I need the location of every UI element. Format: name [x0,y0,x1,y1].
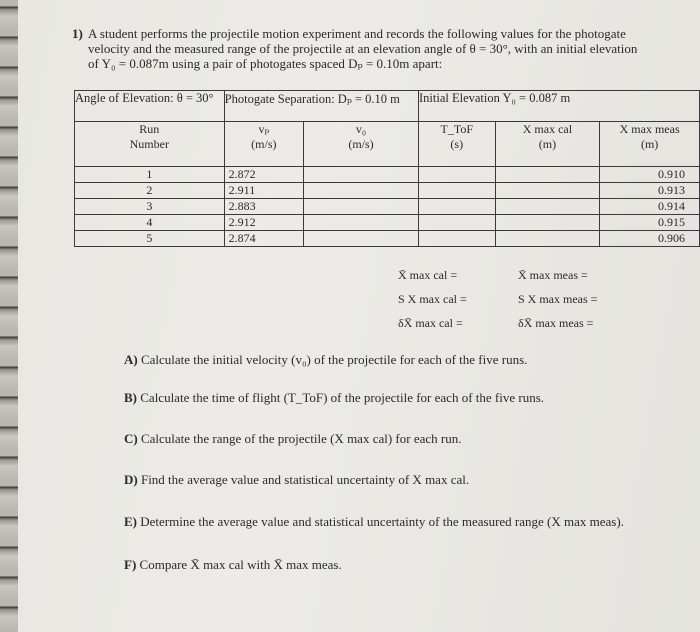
xcal-cell [495,183,600,199]
angle-of-elevation-cell: Angle of Elevation: θ = 30° [75,91,225,122]
xcal-cell [495,167,600,183]
question-text: Calculate the range of the projectile (X max cal) for each run. [140,431,462,446]
cal-std-label: S X max cal = [398,292,467,306]
col-vp-unit: (m/s) [251,137,277,151]
xcal-cell [495,231,600,247]
question-text: Determine the average value and statistical uncertainty of the measured range (X max meas). [140,514,624,529]
v0-cell [304,167,419,183]
col-xmax-cal [495,122,600,167]
col-vp-title: vₚ [258,122,270,136]
ttof-cell [418,199,495,215]
vp-cell: 2.912 [224,215,303,231]
col-xmax-meas [600,122,700,167]
question-letter: A) [124,352,138,367]
question-letter: E) [124,514,137,529]
v0-cell [304,199,419,215]
run-cell: 2 [75,183,225,199]
table-row [75,167,700,183]
v0-cell [304,231,419,247]
data-table [74,90,700,247]
table-row [75,215,700,231]
run-cell: 5 [75,231,225,247]
col-v0-title: v₀ [355,122,367,136]
question-f [124,557,684,572]
ttof-cell [418,167,495,183]
question-c [124,431,684,446]
col-run-number [75,122,225,167]
col-run-number-title: Run Number [129,122,169,151]
ttof-cell [418,231,495,247]
ttof-cell [418,183,495,199]
run-cell: 1 [75,167,225,183]
question-letter: D) [124,472,138,487]
cal-mean-label: X̄ max cal = [398,268,458,282]
notebook-spiral [0,0,18,632]
col-v0 [304,122,419,167]
question-text: Calculate the initial velocity (v₀) of the projectile for each of the five runs. [140,352,528,367]
table-row [75,183,700,199]
col-ttof [418,122,495,167]
col-ttof-unit: (s) [450,137,464,151]
vp-cell: 2.874 [224,231,303,247]
question-letter: C) [124,431,138,446]
ttof-cell [418,215,495,231]
col-xmax-meas-unit: (m) [640,137,659,151]
col-xmax-cal-unit: (m) [538,137,557,151]
run-cell: 3 [75,199,225,215]
xcal-cell [495,215,600,231]
run-cell: 4 [75,215,225,231]
xmeas-cell: 0.915 [600,215,700,231]
photogate-separation-cell: Photogate Separation: Dₚ = 0.10 m [224,91,418,122]
col-vp [224,122,303,167]
question-text: Calculate the time of flight (T_ToF) of the projectile for each of the five runs. [140,390,545,405]
question-b [124,390,684,405]
column-header-row [75,122,700,167]
question-a [124,352,684,367]
question-text: Compare X̄ max cal with X̄ max meas. [139,557,342,572]
v0-cell [304,183,419,199]
question-d [124,472,684,487]
meas-std-label: S X max meas = [518,292,598,306]
question-e [124,514,684,529]
vp-cell: 2.883 [224,199,303,215]
cal-uncertainty-label: δX̄ max cal = [398,316,463,330]
xmeas-cell: 0.914 [600,199,700,215]
meas-uncertainty-label: δX̄ max meas = [518,316,594,330]
question-letter: B) [124,390,137,405]
problem-intro: A student performs the projectile motion experiment and records the following values for the photogate velocity and the measured range of the projectile at an elevation angle of θ = 30°, with an initial elevation of Y₀ = 0.087m using a pair of photogates spaced Dₚ = 0.10m apart: [88,26,638,71]
vp-cell: 2.911 [224,183,303,199]
question-letter: F) [124,557,137,572]
xcal-cell [495,199,600,215]
col-ttof-title: T_ToF [440,122,474,136]
vp-cell: 2.872 [224,167,303,183]
table-row [75,231,700,247]
col-xmax-meas-title: X max meas [619,122,680,136]
table-header-row [75,91,700,122]
question-text: Find the average value and statistical uncertainty of X max cal. [140,472,470,487]
table-row [75,199,700,215]
col-v0-unit: (m/s) [348,137,374,151]
col-xmax-cal-title: X max cal [522,122,573,136]
initial-elevation-cell: Initial Elevation Y₀ = 0.087 m [418,91,699,122]
v0-cell [304,215,419,231]
xmeas-cell: 0.910 [600,167,700,183]
xmeas-cell: 0.906 [600,231,700,247]
xmeas-cell: 0.913 [600,183,700,199]
problem-number: 1) [72,26,83,41]
meas-mean-label: X̄ max meas = [518,268,588,282]
